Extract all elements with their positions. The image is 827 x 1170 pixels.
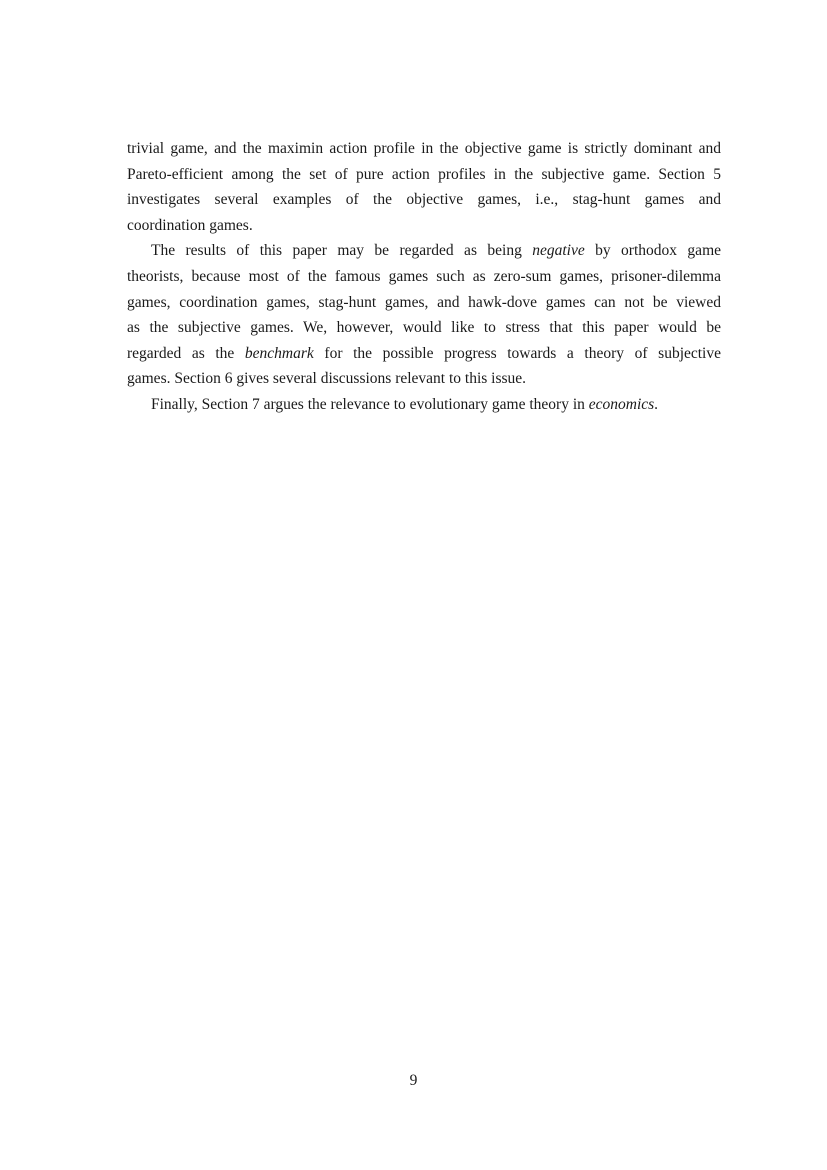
emphasis-economics: economics <box>588 395 655 413</box>
paragraph-2 <box>127 238 721 392</box>
text-line: investigates several examples of the objective games, i.e., stag-hunt games and <box>127 191 721 209</box>
text-line: theorists, because most of the famous games such as zero-sum games, prisoner-dilemma <box>127 267 721 285</box>
text-line: as the subjective games. We, however, would like to stress that this paper would be <box>127 319 721 337</box>
text-line: trivial game, and the maximin action profile in the objective game is strictly dominant and <box>127 140 721 157</box>
text-run: The results of this paper may be regarded as being <box>151 242 533 260</box>
paragraph-3 <box>127 392 721 418</box>
text-line <box>127 392 721 418</box>
text-run: Finally, Section 7 argues the relevance to evolutionary game theory in <box>151 395 589 413</box>
text-run: by orthodox game <box>584 242 721 260</box>
paragraph-1 <box>127 136 721 238</box>
text-line: coordination games. <box>127 216 253 234</box>
text-run: . <box>654 395 659 413</box>
emphasis-negative: negative <box>532 242 585 260</box>
text-run: regarded as the <box>127 344 245 362</box>
text-line: games. Section 6 gives several discussions relevant to this issue. <box>127 370 527 388</box>
text-line: Pareto-efficient among the set of pure action profiles in the subjective game. Section 5 <box>127 165 721 183</box>
page-number: 9 <box>409 1072 418 1089</box>
text-line <box>127 238 721 264</box>
text-line: games, coordination games, stag-hunt games, and hawk-dove games can not be viewed <box>127 293 721 311</box>
emphasis-benchmark: benchmark <box>244 344 314 362</box>
text-run: for the possible progress towards a theory of subjective <box>313 344 721 362</box>
body-text <box>127 136 721 418</box>
text-line <box>127 341 721 367</box>
